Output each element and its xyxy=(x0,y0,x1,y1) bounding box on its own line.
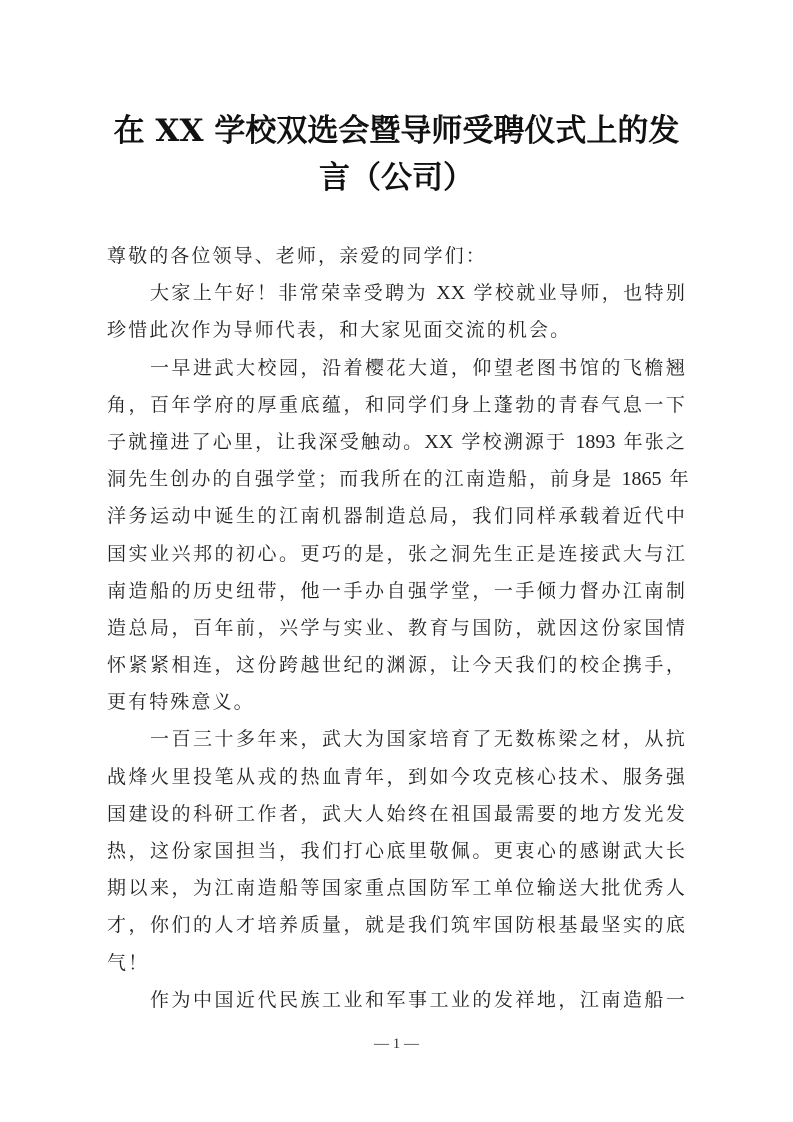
text-line: 国建设的科研工作者，武大人始终在祖国最需要的地方发光发 xyxy=(107,802,687,825)
text-line: 作为中国近代民族工业和军事工业的发祥地，江南造船一 xyxy=(150,988,687,1011)
text-line: 大家上午好！非常荣幸受聘为 XX 学校就业导师，也特别 xyxy=(150,282,687,305)
text-line: 气！ xyxy=(107,951,150,974)
text-line: 更有特殊意义。 xyxy=(107,691,255,714)
text-line: 造总局，百年前，兴学与实业、教育与国防，就因这份家国情 xyxy=(107,616,687,639)
text-line: 洞先生创办的自强学堂；而我所在的江南造船，前身是 1865 年 xyxy=(107,468,691,491)
title-line-1: 在 XX 学校双选会暨导师受聘仪式上的发 xyxy=(113,113,680,149)
text-line: 国实业兴邦的初心。更巧的是，张之洞先生正是连接武大与江 xyxy=(107,542,687,565)
text-line: 热，这份家国担当，我们打心底里敬佩。更衷心的感谢武大长 xyxy=(107,840,687,862)
text-line: 洋务运动中诞生的江南机器制造总局，我们同样承载着近代中 xyxy=(107,505,687,528)
page-title xyxy=(80,108,713,202)
text-line: 珍惜此次作为导师代表，和大家见面交流的机会。 xyxy=(107,319,572,342)
text-line: 角，百年学府的厚重底蕴，和同学们身上蓬勃的青春气息一下 xyxy=(107,393,687,416)
text-line: 尊敬的各位领导、老师，亲爱的同学们： xyxy=(107,245,487,267)
page-number: — 1 — xyxy=(374,1036,419,1052)
title-line-2: 言（公司） xyxy=(319,160,474,196)
text-line: 怀紧紧相连，这份跨越世纪的渊源，让今天我们的校企携手， xyxy=(107,654,687,677)
text-line: 子就撞进了心里，让我深受触动。XX 学校溯源于 1893 年张之 xyxy=(107,430,687,453)
text-line: 一百三十多年来，武大为国家培育了无数栋梁之材，从抗 xyxy=(150,728,687,751)
text-line: 战烽火里投笔从戎的热血青年，到如今攻克核心技术、服务强 xyxy=(107,765,687,788)
text-line: 才，你们的人才培养质量，就是我们筑牢国防根基最坚实的底 xyxy=(107,914,687,937)
text-line: 南造船的历史纽带，他一手办自强学堂，一手倾力督办江南制 xyxy=(107,579,687,602)
text-line: 一早进武大校园，沿着樱花大道，仰望老图书馆的飞檐翘 xyxy=(150,356,687,379)
document-body xyxy=(107,238,691,1019)
text-line: 期以来，为江南造船等国家重点国防军工单位输送大批优秀人 xyxy=(107,877,687,900)
